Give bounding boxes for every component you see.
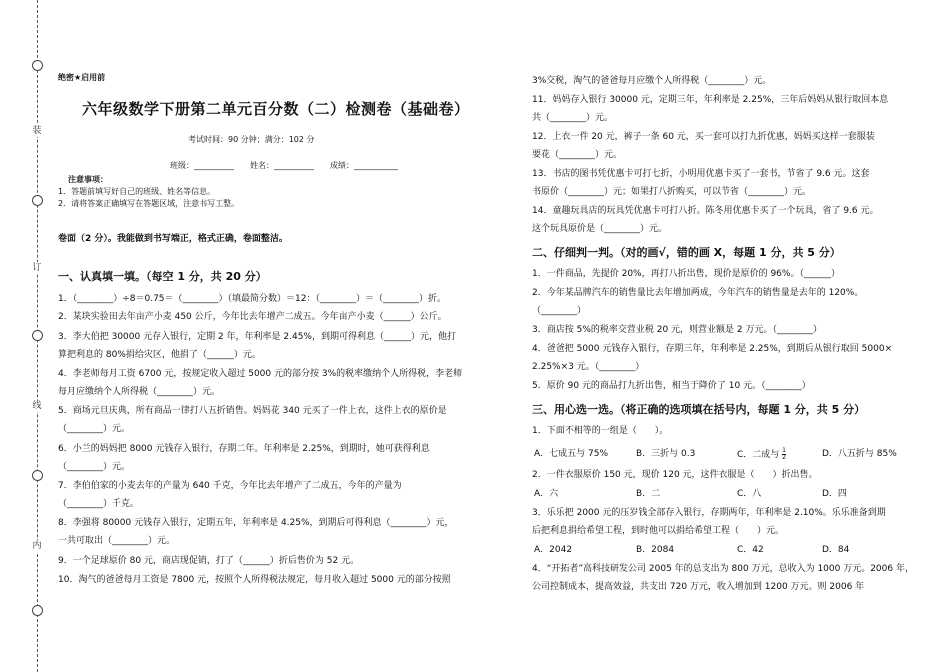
choice-2-option-c: C．八 <box>737 489 762 499</box>
choice-2-option-b: B．二 <box>636 489 661 499</box>
choice-2-option-d: D．四 <box>822 489 847 499</box>
choice-1-option-c-label: C．二成与 <box>737 450 780 460</box>
binding-hole <box>32 195 43 206</box>
section-1-title: 一、认真填一填。（每空 1 分，共 20 分） <box>58 270 267 283</box>
note-item: 2．请将答案正确填写在答题区域，注意书写工整。 <box>58 199 240 208</box>
choice-1-option-d: D．八五折与 85% <box>822 449 897 459</box>
choice-4-cont: 公司控制成本，提高效益，共支出 720 万元，收入增加到 1200 万元。则 2006 年 <box>532 582 865 592</box>
note-item: 1．答题前填写好自己的班级、姓名等信息。 <box>58 187 216 196</box>
choice-3-option-c: C．42 <box>737 545 764 555</box>
question-4: 4．李老师每月工资 6700 元，按规定收入超过 5000 元的部分按 3%的税率缴纳个人所得税，李老师 <box>58 369 463 379</box>
question-14: 14．童趣玩具店的玩具凭优惠卡可打八折。陈冬用优惠卡买了一个玩具，省了 9.6 元。 <box>532 206 879 216</box>
fraction-denominator: 2 <box>782 454 786 461</box>
question-11-cont: 共（________）元。 <box>532 113 614 123</box>
judge-2: 2．今年某品牌汽车的销售量比去年增加两成，今年汽车的销售量是去年的 120%。 <box>532 288 864 298</box>
question-8: 8．李强将 80000 元钱存入银行，定期五年，年利率是 4.25%，到期后可得利息（________）元， <box>58 518 454 528</box>
binding-hole <box>32 470 43 481</box>
binding-hole <box>32 605 43 616</box>
notes-title: 注意事项： <box>68 175 108 184</box>
choice-3-cont: 后把利息捐给希望工程，到时他可以捐给希望工程（ ）元。 <box>532 526 785 536</box>
choice-1-option-b: B．三折与 0.3 <box>636 449 696 459</box>
question-6-cont: （________）元。 <box>58 462 131 472</box>
section-2-title: 二、仔细判一判。（对的画√，错的画 X，每题 1 分，共 5 分） <box>532 246 841 259</box>
question-11: 11．妈妈存入银行 30000 元，定期三年，年利率是 2.25%，三年后妈妈从银行取回本息 <box>532 95 889 105</box>
question-10-cont: 3%交税，淘气的爸爸每月应缴个人所得税（________）元。 <box>532 76 772 86</box>
question-8-cont: 一共可取出（________）元。 <box>58 536 176 546</box>
binding-label: 线 <box>32 401 42 411</box>
question-14-cont: 这个玩具原价是（________）元。 <box>532 224 668 234</box>
judge-1: 1．一件商品，先提价 20%，再打八折出售，现价是原价的 96%。（______） <box>532 269 840 279</box>
question-5: 5．商场元旦庆典，所有商品一律打八五折销售。妈妈花 340 元买了一件上衣，这件上衣的原价是 <box>58 406 447 416</box>
binding-hole <box>32 60 43 71</box>
choice-1-option-a: A．七成五与 75% <box>534 449 609 459</box>
neatness-note: 卷面（2 分）。我能做到书写端正，格式正确，卷面整洁。 <box>58 234 288 244</box>
judge-4-cont: 2.25%×3 元。（________） <box>532 362 645 372</box>
binding-hole <box>32 330 43 341</box>
fraction <box>782 448 786 461</box>
exam-title: 六年级数学下册第二单元百分数（二）检测卷（基础卷） <box>82 100 470 118</box>
question-9: 9．一个足球原价 80 元，商店现促销，打了（______）折后售价为 52 元。 <box>58 556 360 566</box>
exam-info: 考试时间：90 分钟；满分：102 分 <box>188 135 315 144</box>
judge-5: 5．原价 90 元的商品打九折出售，相当于降价了 10 元。（________） <box>532 381 811 391</box>
binding-margin <box>0 0 48 672</box>
choice-2-option-a: A．六 <box>534 489 559 499</box>
question-6: 6．小兰的妈妈把 8000 元钱存入银行，存期二年。年利率是 2.25%，到期时，她可获得利息 <box>58 444 430 454</box>
binding-label: 内 <box>32 541 42 551</box>
question-3-cont: 算把利息的 80%捐给灾区，他捐了（______）元。 <box>58 350 261 360</box>
choice-3: 3．乐乐把 2000 元的压岁钱全部存入银行，存期两年，年利率是 2.10%。乐乐准备到期 <box>532 508 886 518</box>
section-3-title: 三、用心选一选。（将正确的选项填在括号内，每题 1 分，共 5 分） <box>532 403 866 416</box>
judge-2-cont: （________） <box>532 306 587 316</box>
binding-label: 订 <box>32 263 42 273</box>
binding-label: 装 <box>32 126 42 136</box>
question-7-cont: （________）千克。 <box>58 499 140 509</box>
question-7: 7．李伯伯家的小麦去年的产量为 640 千克，今年比去年增产了二成五，今年的产量为 <box>58 481 402 491</box>
choice-1-option-c <box>737 448 786 462</box>
choice-2: 2．一件衣服原价 150 元，现价 120 元，这件衣服是（ ）折出售。 <box>532 470 818 480</box>
choice-3-option-d: D．84 <box>822 545 850 555</box>
question-5-cont: （________）元。 <box>58 424 131 434</box>
question-12: 12．上衣一件 20 元，裤子一条 60 元，买一套可以打九折优惠，妈妈买这样一套服装 <box>532 132 875 142</box>
question-13-cont: 书原价（________）元；如果打八折购买，可以节省（________）元。 <box>532 187 812 197</box>
choice-4: 4．“开拓者”高科技研发公司 2005 年的总支出为 800 万元，总收入为 1000 万元。2006 年， <box>532 564 914 574</box>
choice-1: 1．下面不相等的一组是（ ）。 <box>532 426 669 436</box>
question-4-cont: 每月应缴纳个人所得税（________）元。 <box>58 387 221 397</box>
question-2: 2．某块实验田去年亩产小麦 450 公斤，今年比去年增产二成五。今年亩产小麦（______）公斤。 <box>58 312 447 322</box>
judge-3: 3．商店按 5%的税率交营业税 20 元，则营业额是 2 万元。（________） <box>532 325 822 335</box>
choice-3-option-b: B．2084 <box>636 545 675 555</box>
question-12-cont: 要花（________）元。 <box>532 150 623 160</box>
fraction-numerator: 1 <box>782 447 786 454</box>
question-3: 3．李大伯把 30000 元存入银行，定期 2 年，年利率是 2.45%，到期可得利息（______）元，他打 <box>58 332 456 342</box>
student-info-fields: 班级：__________ 姓名：__________ 成绩：___________ <box>170 161 398 170</box>
secret-label: 绝密★启用前 <box>58 73 106 82</box>
choice-3-option-a: A．2042 <box>534 545 573 555</box>
question-10: 10．淘气的爸爸每月工资是 7800 元，按照个人所得税法规定，每月收入超过 5000 元的部分按照 <box>58 575 451 585</box>
question-1: 1．（________）÷8＝0.75＝（________）（填最简分数）＝12：（________）＝（________）折。 <box>58 294 446 304</box>
judge-4: 4．爸爸把 5000 元钱存入银行，存期三年，年利率是 2.25%，到期后从银行取回 5000× <box>532 344 893 354</box>
question-13: 13．书店的图书凭优惠卡可打七折，小明用优惠卡买了一套书，节省了 9.6 元。这套 <box>532 169 870 179</box>
